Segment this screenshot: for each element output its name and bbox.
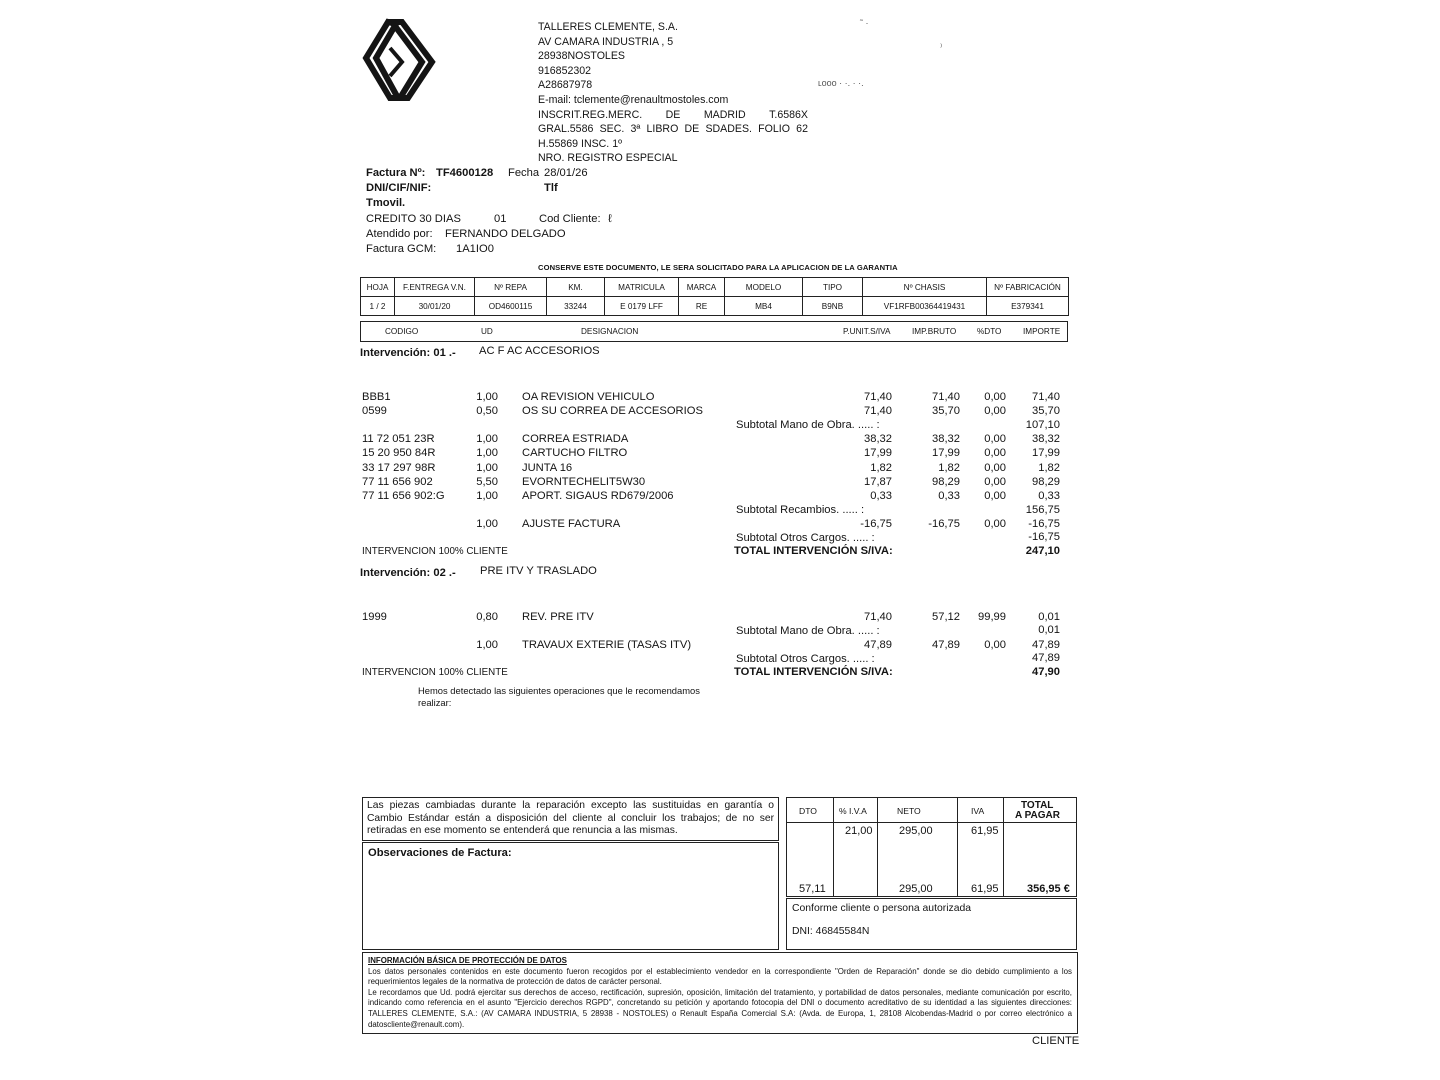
line-ud: 1,00 [476, 518, 498, 530]
col-ud: UD [481, 327, 493, 336]
line-unit-price: 71,40 [864, 405, 892, 417]
line-amount: 0,01 [1038, 611, 1060, 623]
vehicle-value: 33244 [547, 297, 605, 316]
subtotal-mano-label: Subtotal Mano de Obra. ..... : [736, 419, 880, 431]
totals-h-piva: % I.V.A [839, 806, 867, 816]
factura-number: TF4600128 [436, 167, 494, 179]
line-discount: 0,00 [984, 518, 1006, 530]
data-protection-box [362, 952, 1078, 1034]
intervention-1-client: INTERVENCION 100% CLIENTE [362, 546, 508, 557]
line-gross: 38,32 [932, 433, 960, 445]
line-gross: 57,12 [932, 611, 960, 623]
vehicle-header: Nº CHASIS [863, 278, 987, 297]
intervention-1-total-label: TOTAL INTERVENCIÓN S/IVA: [734, 545, 893, 557]
subtotal-mano-label: Subtotal Mano de Obra. ..... : [736, 625, 880, 637]
reg1-word: INSCRIT.REG.MERC. [538, 108, 643, 121]
credito-terms: CREDITO 30 DIAS [366, 212, 461, 225]
intervention-2-client: INTERVENCION 100% CLIENTE [362, 667, 508, 678]
reg1-word: T.6586X [769, 108, 808, 121]
fecha-value: 28/01/26 [544, 167, 588, 179]
tmovil-label: Tmovil. [366, 197, 406, 210]
cod-cliente-value: ℓ [608, 212, 612, 225]
vehicle-header: Nº FABRICACIÓN [987, 278, 1069, 297]
intervention-2-label: Intervención: 02 .- [360, 567, 456, 579]
conforme-label: Conforme cliente o persona autorizada [792, 903, 972, 914]
subtotal-otros-label: Subtotal Otros Cargos. ..... : [736, 532, 875, 544]
scan-mark: ˜ · [860, 18, 869, 28]
reg2-word: DE [684, 123, 700, 136]
recommend-line: realizar: [418, 697, 452, 708]
totals-h-total: TOTAL [1021, 800, 1054, 811]
factura-label: Factura Nº: [366, 167, 426, 179]
line-description: CARTUCHO FILTRO [522, 447, 628, 459]
line-discount: 99,99 [978, 611, 1006, 623]
total-a-pagar: 356,95 € [1027, 883, 1070, 895]
company-city: 28938NOSTOLES [538, 50, 625, 63]
subtotal-recambios-value: 156,75 [1025, 504, 1060, 516]
line-amount: -16,75 [1028, 518, 1060, 530]
vehicle-header: TIPO [803, 278, 863, 297]
vehicle-value: MB4 [725, 297, 803, 316]
reg1-word: MADRID [703, 108, 746, 121]
line-amount: 1,82 [1038, 462, 1060, 474]
vehicle-header: KM. [547, 278, 605, 297]
col-dto: %DTO [977, 327, 1002, 336]
intervention-1-label: Intervención: 01 .- [360, 347, 456, 359]
totals-iva: 61,95 [971, 825, 999, 837]
line-gross: 0,33 [938, 490, 960, 502]
vehicle-value: 1 / 2 [361, 297, 395, 316]
intervention-2-total: 47,90 [1032, 666, 1060, 678]
conforme-dni: DNI: 46845584N [792, 926, 870, 937]
recommendations-note [418, 685, 700, 709]
totals-neto-final: 295,00 [899, 883, 933, 895]
totals-iva-final: 61,95 [971, 883, 999, 895]
vehicle-header: MATRICULA [605, 278, 679, 297]
intervention-2-total-label: TOTAL INTERVENCIÓN S/IVA: [734, 666, 893, 678]
company-cif: A28687978 [538, 79, 593, 92]
line-discount: 0,00 [984, 391, 1006, 403]
subtotal-recambios-label: Subtotal Recambios. ..... : [736, 504, 865, 516]
vehicle-header-row [361, 278, 1069, 297]
line-gross: 35,70 [932, 405, 960, 417]
reg2-word: LIBRO [646, 123, 679, 136]
line-amount: 47,89 [1032, 639, 1060, 651]
intervention-1-title: AC F AC ACCESORIOS [479, 345, 600, 357]
line-description: REV. PRE ITV [522, 611, 594, 623]
lines-column-header [360, 321, 1068, 342]
invoice-header [366, 166, 766, 257]
intervention-2-title: PRE ITV Y TRASLADO [480, 565, 597, 577]
subtotal-otros-value: -16,75 [1028, 531, 1060, 543]
recommend-line: Hemos detectado las siguientes operaciones que le recomendamos [418, 685, 700, 696]
conforme-box [786, 898, 1077, 950]
reg2-word: FOLIO [758, 123, 790, 136]
vehicle-header: Nº REPA [475, 278, 547, 297]
line-code: BBB1 [362, 391, 391, 403]
line-description: AJUSTE FACTURA [522, 518, 621, 530]
line-amount: 38,32 [1032, 433, 1060, 445]
reg1-word: DE [665, 108, 681, 121]
col-codigo: CODIGO [385, 327, 419, 336]
line-description: JUNTA 16 [522, 462, 573, 474]
line-amount: 98,29 [1032, 476, 1060, 488]
company-reg4: NRO. REGISTRO ESPECIAL [538, 152, 678, 165]
line-code: 77 11 656 902:G [362, 490, 445, 502]
reg2-word: GRAL.5586 [538, 123, 594, 136]
line-unit-price: -16,75 [860, 518, 892, 530]
totals-h-apagar: A PAGAR [1015, 810, 1060, 821]
line-unit-price: 17,99 [864, 447, 892, 459]
line-ud: 1,00 [476, 490, 498, 502]
line-ud: 0,50 [476, 405, 498, 417]
subtotal-otros-label: Subtotal Otros Cargos. ..... : [736, 653, 875, 665]
line-discount: 0,00 [984, 433, 1006, 445]
line-code: 15 20 950 84R [362, 447, 436, 459]
line-gross: 98,29 [932, 476, 960, 488]
line-description: OA REVISION VEHICULO [522, 391, 655, 403]
parts-notice-box: Las piezas cambiadas durante la reparación excepto las sustituidas en garantía o Cambio Estándar están a disposición del cliente al concluir los trabajos; de no ser retiradas en ese momento se entenderá que renuncia a las mismas. [362, 797, 779, 841]
line-ud: 1,00 [476, 462, 498, 474]
line-ud: 0,80 [476, 611, 498, 623]
atendido-value: FERNANDO DELGADO [445, 227, 566, 240]
line-gross: 71,40 [932, 391, 960, 403]
line-unit-price: 1,82 [870, 462, 892, 474]
observaciones-box [362, 842, 779, 950]
data-protection-title: INFORMACIÓN BÁSICA DE PROTECCIÓN DE DATOS [368, 956, 567, 965]
renault-logo [362, 18, 436, 102]
totals-box [786, 797, 1077, 897]
totals-piva: 21,00 [845, 825, 873, 837]
line-description: CORREA ESTRIADA [522, 433, 629, 445]
line-description: TRAVAUX EXTERIE (TASAS ITV) [522, 639, 692, 651]
company-reg3: H.55869 INSC. 1º [538, 137, 622, 150]
totals-dto-value: 57,11 [799, 883, 826, 895]
vehicle-value: B9NB [803, 297, 863, 316]
company-email: E-mail: tclemente@renaultmostoles.com [538, 93, 729, 106]
vehicle-value-row [361, 297, 1069, 316]
line-amount: 0,33 [1038, 490, 1060, 502]
scan-mark: ʟᴏᴏᴏ · ·. · ·. [818, 78, 864, 88]
line-ud: 1,00 [476, 639, 498, 651]
vehicle-header: HOJA [361, 278, 395, 297]
col-importe: IMPORTE [1023, 327, 1061, 336]
line-gross: 17,99 [932, 447, 960, 459]
line-gross: -16,75 [928, 518, 960, 530]
line-description: APORT. SIGAUS RD679/2006 [522, 490, 674, 502]
totals-h-dto: DTO [799, 806, 817, 816]
line-discount: 0,00 [984, 462, 1006, 474]
totals-h-iva: IVA [971, 806, 985, 816]
vehicle-value: VF1RFB00364419431 [863, 297, 987, 316]
totals-neto: 295,00 [899, 825, 933, 837]
vehicle-value: E379341 [987, 297, 1069, 316]
reg2-word: 3ª [630, 123, 641, 136]
line-amount: 35,70 [1032, 405, 1060, 417]
line-unit-price: 71,40 [864, 611, 892, 623]
vehicle-header: MARCA [679, 278, 725, 297]
line-code: 77 11 656 902 [362, 476, 433, 488]
line-amount: 17,99 [1032, 447, 1060, 459]
reg2-word: SEC. [599, 123, 625, 136]
subtotal-otros-value: 47,89 [1032, 652, 1060, 664]
credito-code: 01 [494, 212, 507, 225]
atendido-label: Atendido por: [366, 227, 433, 240]
company-address: AV CAMARA INDUSTRIA , 5 [538, 35, 674, 48]
line-amount: 71,40 [1032, 391, 1060, 403]
line-ud: 1,00 [476, 433, 498, 445]
line-discount: 0,00 [984, 476, 1006, 488]
company-info [538, 20, 808, 166]
conserve-notice: CONSERVE ESTE DOCUMENTO, LE SERA SOLICITADO PARA LA APLICACION DE LA GARANTIA [538, 263, 898, 272]
line-unit-price: 17,87 [864, 476, 892, 488]
vehicle-value: 30/01/20 [395, 297, 475, 316]
line-discount: 0,00 [984, 447, 1006, 459]
copy-label: CLIENTE [1032, 1035, 1080, 1047]
vehicle-header: MODELO [725, 278, 803, 297]
reg2-word: SDADES. [705, 123, 752, 136]
company-reg2 [538, 122, 808, 137]
line-gross: 47,89 [932, 639, 960, 651]
subtotal-mano-value: 0,01 [1038, 624, 1060, 636]
line-unit-price: 47,89 [864, 639, 892, 651]
gcm-label: Factura GCM: [366, 242, 437, 255]
line-unit-price: 38,32 [864, 433, 892, 445]
line-code: 33 17 297 98R [362, 462, 436, 474]
line-unit-price: 71,40 [864, 391, 892, 403]
vehicle-table [360, 277, 1069, 316]
vehicle-header: F.ENTREGA V.N. [395, 278, 475, 297]
line-description: OS SU CORREA DE ACCESORIOS [522, 405, 703, 417]
line-code: 0599 [362, 405, 387, 417]
company-phone: 916852302 [538, 64, 592, 77]
line-ud: 1,00 [476, 391, 498, 403]
tlf-label: Tlf [544, 182, 558, 195]
line-description: EVORNTECHELIT5W30 [522, 476, 646, 488]
cod-cliente-label: Cod Cliente: [539, 212, 601, 225]
line-ud: 5,50 [476, 476, 498, 488]
intervention-1-total: 247,10 [1025, 545, 1060, 557]
fecha-label: Fecha [508, 167, 540, 179]
company-reg1 [538, 108, 808, 123]
reg2-word: 62 [796, 123, 808, 136]
line-code: 1999 [362, 611, 387, 623]
gcm-value: 1A1IO0 [456, 242, 494, 255]
line-code: 11 72 051 23R [362, 433, 435, 445]
company-name: TALLERES CLEMENTE, S.A. [538, 21, 678, 33]
scan-mark: ⁾ [940, 42, 943, 52]
line-ud: 1,00 [476, 447, 498, 459]
col-punit: P.UNIT.S/IVA [843, 327, 891, 336]
line-unit-price: 0,33 [870, 490, 892, 502]
col-impbruto: IMP.BRUTO [912, 327, 957, 336]
line-discount: 0,00 [984, 405, 1006, 417]
observaciones-label: Observaciones de Factura: [368, 847, 512, 859]
vehicle-value: RE [679, 297, 725, 316]
line-gross: 1,82 [938, 462, 960, 474]
col-designacion: DESIGNACION [581, 327, 639, 336]
data-protection-p2: Le recordamos que Ud. podrá ejercitar sus derechos de acceso, rectificación, supresión, oposición, limitación del tratamiento, y portabilidad de datos personales, mediante comunicación por escrito, indicando como referencia en el asunto "Ejercicio derechos RGPD", concretando su petición y aportando fotocopia del DNI o documento acreditativo de su identidad a las siguientes direcciones: TALLERES CLEMENTE, S.A.: (AV CAMARA INDUSTRIA, 5 28938 - NOSTOLES) o Renault España Comercial S.A: (Avda. de Europa, 1, 28108 Alcobendas-Madrid o por correo electrónico a datoscliente@renault.com). [368, 987, 1072, 1029]
data-protection-p1: Los datos personales contenidos en este documento fueron recogidos por el establecimiento vendedor en la correspondiente "Orden de Reparación" donde se dio debido cumplimiento a los requerimientos legales de la normativa de protección de datos de carácter personal. [368, 966, 1072, 987]
subtotal-mano-value: 107,10 [1025, 419, 1060, 431]
line-discount: 0,00 [984, 639, 1006, 651]
dni-label: DNI/CIF/NIF: [366, 182, 432, 195]
vehicle-value: E 0179 LFF [605, 297, 679, 316]
vehicle-value: OD4600115 [475, 297, 547, 316]
totals-h-neto: NETO [897, 806, 921, 816]
line-discount: 0,00 [984, 490, 1006, 502]
